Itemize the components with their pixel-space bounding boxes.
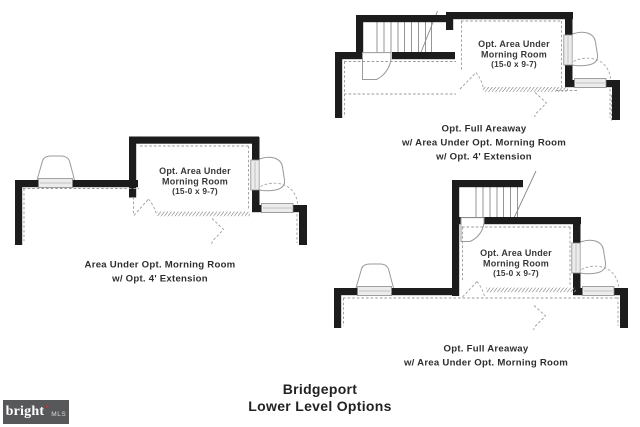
window-well-module-right — [572, 220, 628, 328]
bright-mls-logo — [3, 400, 69, 424]
room-label-line2: Morning Room — [483, 258, 549, 269]
room-label-dims: (15-0 x 9-7) — [491, 59, 537, 69]
stair-treads — [476, 187, 518, 217]
hatch-band — [157, 212, 250, 217]
floor-plan-left — [15, 137, 307, 285]
room-label-line2: Morning Room — [162, 176, 228, 187]
caption-line2: w/ Area Under Opt. Morning Room — [401, 137, 567, 149]
room-label-line2: Morning Room — [481, 49, 547, 60]
window-well-module-left — [334, 264, 457, 296]
caption-line1: Area Under Opt. Morning Room — [84, 259, 236, 271]
staircase — [356, 11, 453, 57]
room-label — [478, 39, 550, 69]
floor-plan-bottom-right — [334, 171, 628, 369]
sheet-title-line2: Lower Level Options — [248, 398, 392, 414]
room-label-dims: (15-0 x 9-7) — [493, 268, 539, 278]
room-label-line1: Opt. Area Under — [478, 39, 550, 49]
floor-plan-top-right — [335, 11, 620, 163]
caption-line1: Opt. Full Areaway — [443, 343, 529, 355]
optional-door-swing — [134, 199, 157, 216]
door-swing — [461, 218, 484, 242]
door-swing — [363, 53, 392, 80]
sheet-title-line1: Bridgeport — [282, 381, 358, 397]
room-label-line1: Opt. Area Under — [480, 248, 552, 258]
plan-caption — [85, 260, 236, 285]
caption-line3: w/ Opt. 4' Extension — [436, 151, 532, 163]
areaway-door-swing — [534, 306, 546, 331]
room-label-dims: (15-0 x 9-7) — [172, 186, 218, 196]
logo-red-dot-icon — [46, 405, 49, 408]
room-label-line1: Opt. Area Under — [159, 166, 231, 176]
caption-line1: Opt. Full Areaway — [441, 123, 527, 135]
optional-door-swing — [463, 282, 485, 298]
caption-line2: w/ Opt. 4' Extension — [112, 273, 208, 285]
logo-sub-text: MLS — [51, 410, 67, 418]
optional-door-swing — [460, 73, 484, 90]
plan-caption — [401, 124, 566, 163]
hatch-band — [483, 87, 568, 92]
sheet-title — [248, 381, 391, 414]
room-label — [159, 166, 231, 196]
window-well-module-left — [15, 156, 138, 188]
areaway-door-swing — [212, 219, 224, 245]
room-label — [480, 248, 552, 278]
plan-caption — [403, 344, 568, 369]
areaway-door-swing — [535, 93, 547, 118]
hatch-band — [486, 288, 576, 293]
caption-line2: w/ Area Under Opt. Morning Room — [403, 357, 569, 369]
window-well-module-right — [564, 12, 620, 120]
stair-treads — [377, 22, 432, 53]
logo-brand-text: bright — [5, 404, 45, 419]
window-well-module-right — [251, 137, 307, 245]
